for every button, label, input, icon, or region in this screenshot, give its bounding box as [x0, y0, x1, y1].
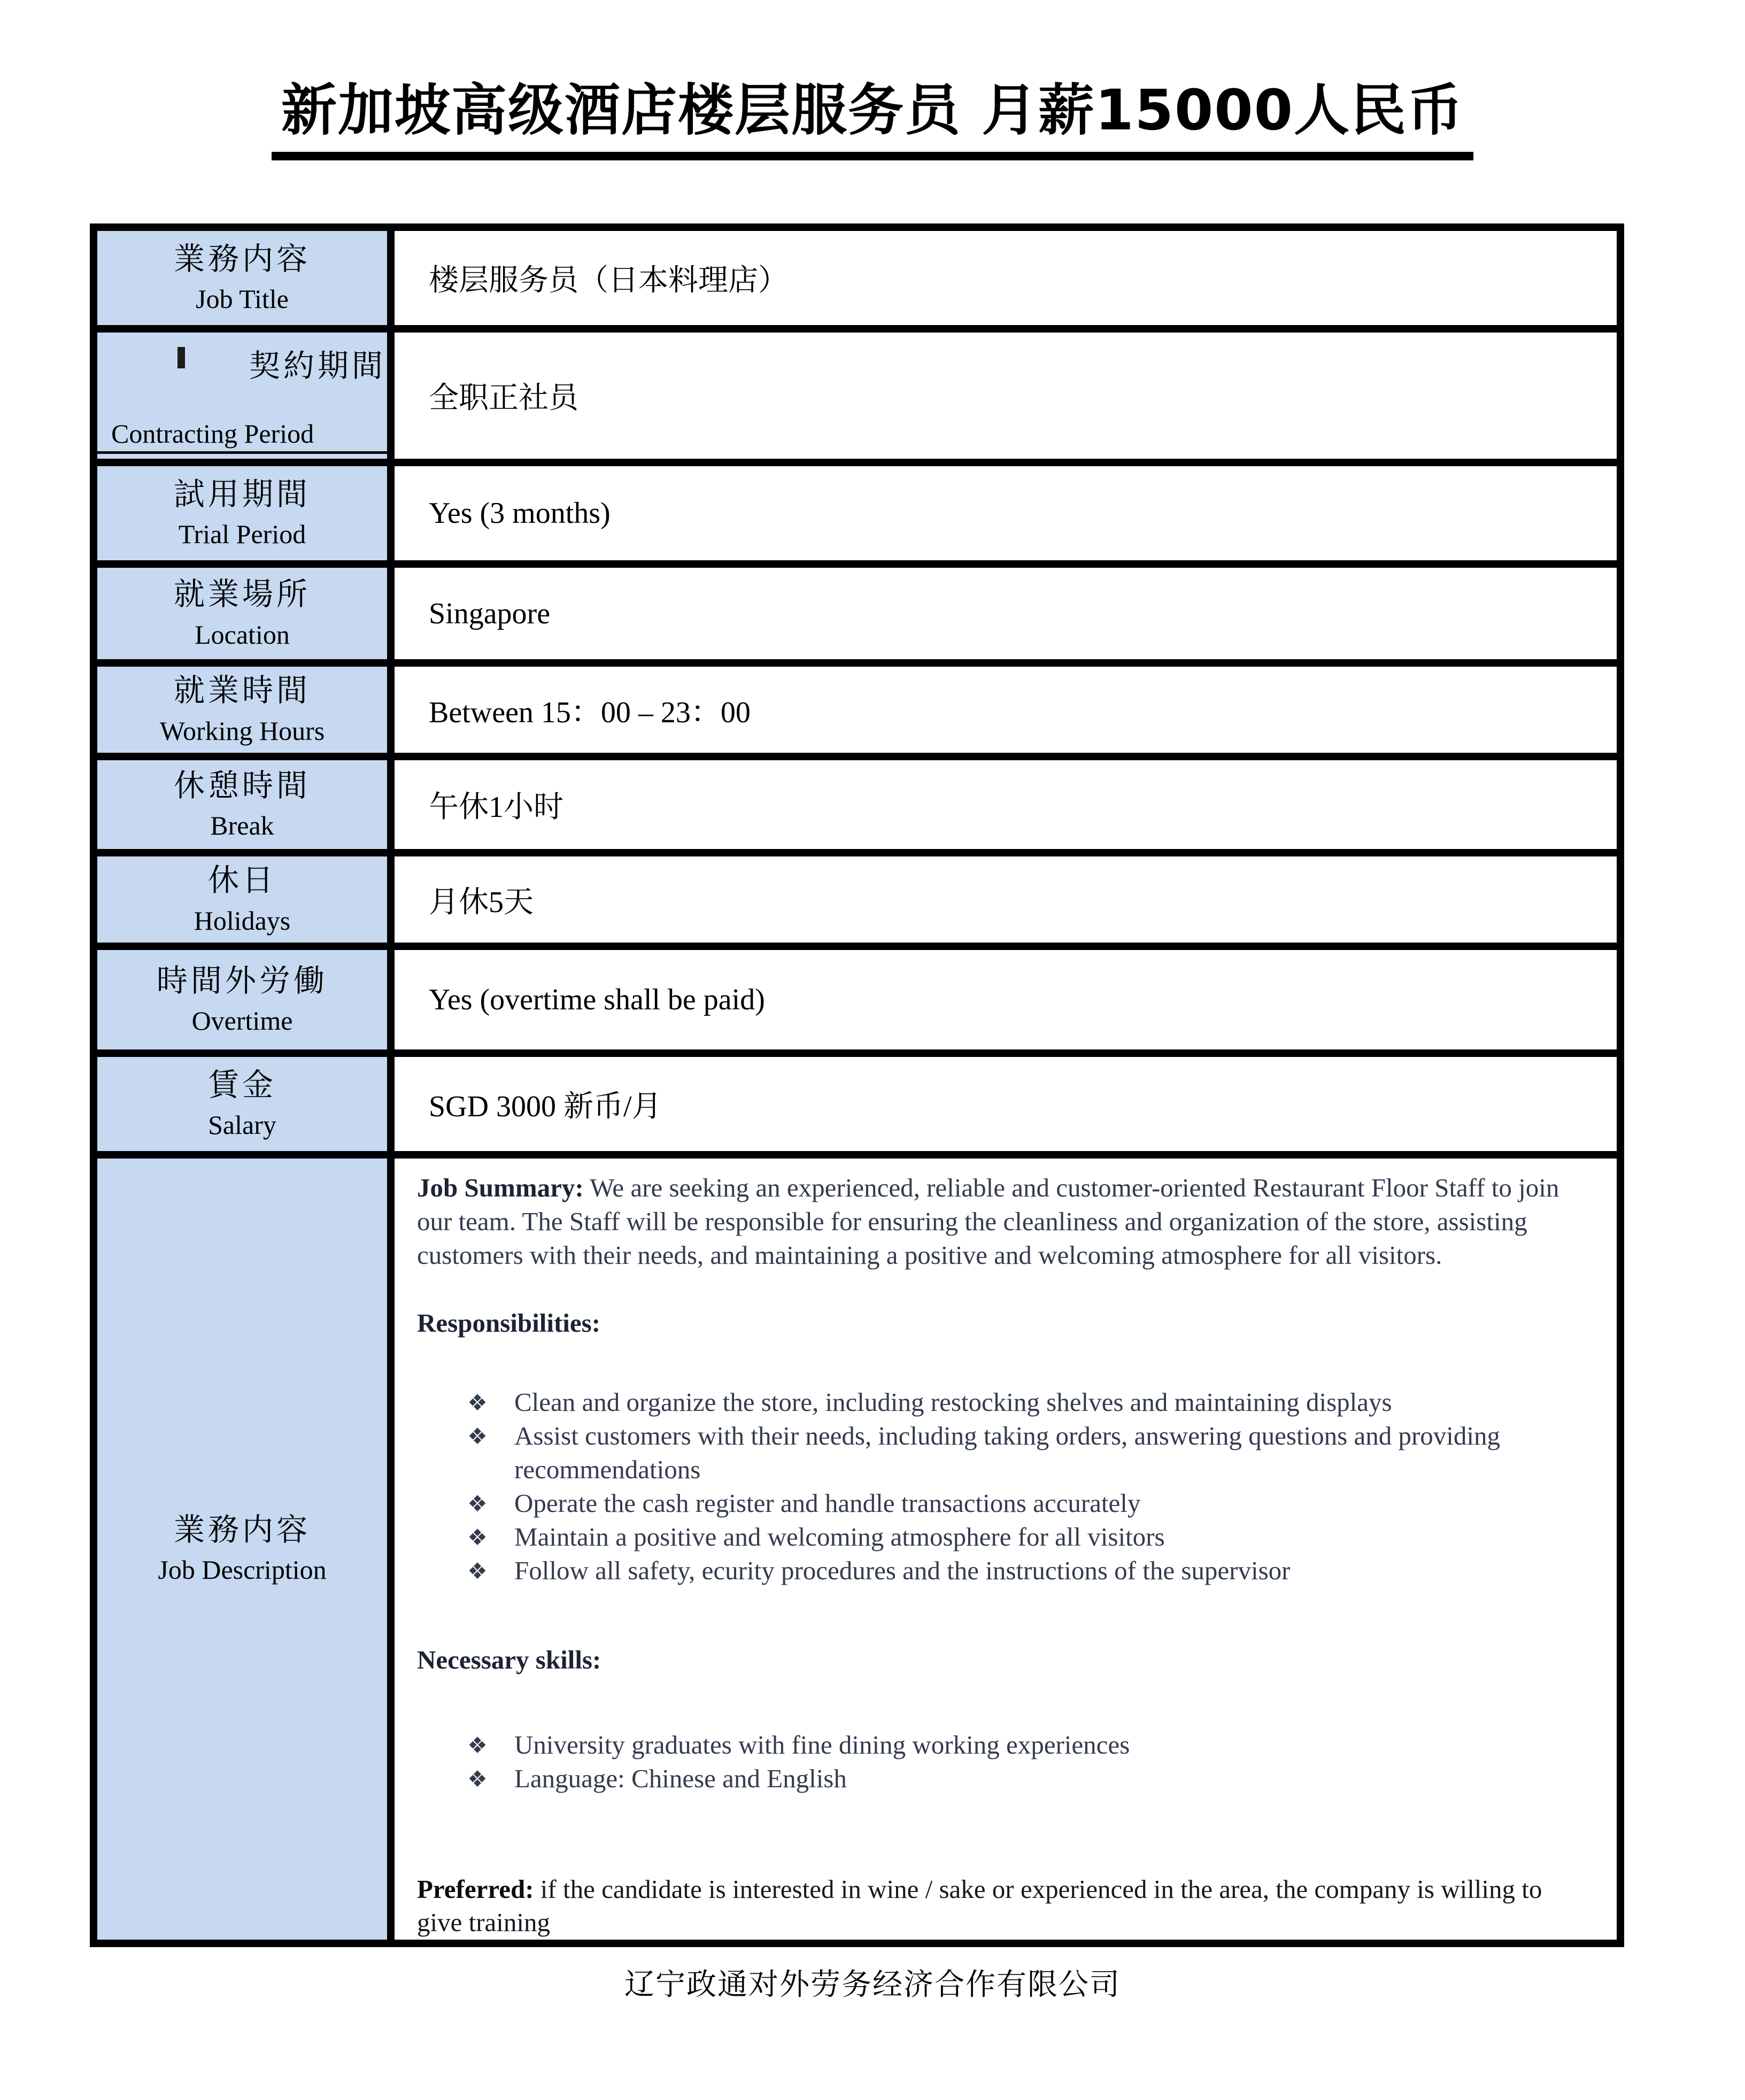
label-cjk: 就業時間 — [173, 673, 311, 708]
company-name-footer: 辽宁政通对外劳务经济合作有限公司 — [624, 1968, 1121, 2002]
list-item — [464, 1487, 1587, 1520]
row-value-working-hours: Between 15：00 – 23：00 — [391, 663, 1620, 756]
list-item-text: Follow all safety, ecurity procedures and the instructions of the supervisor — [514, 1555, 1291, 1585]
list-item-text: Maintain a positive and welcoming atmosphere for all visitors — [514, 1522, 1165, 1551]
row-label-job-title — [94, 227, 391, 329]
responsibilities-heading: Responsibilities: — [417, 1308, 601, 1338]
title-area — [0, 0, 1745, 160]
job-description-content — [417, 1171, 1587, 1939]
label-en: Job Title — [196, 284, 289, 314]
table-row — [94, 329, 1620, 462]
row-label-holidays — [94, 853, 391, 946]
row-value-overtime: Yes (overtime shall be paid) — [391, 946, 1620, 1053]
label-en: Contracting Period — [97, 418, 387, 454]
job-summary-label: Job Summary: — [417, 1173, 584, 1203]
row-value-location: Singapore — [391, 564, 1620, 663]
table-row — [94, 663, 1620, 756]
list-item — [464, 1520, 1587, 1554]
label-en: Location — [195, 619, 290, 650]
diamond-bullet-icon: ❖ — [467, 1490, 488, 1517]
label-en: Overtime — [191, 1006, 293, 1036]
job-details-table — [90, 223, 1624, 1947]
preferred-text: if the candidate is interested in wine / sake or experienced in the area, the company is willing to give training — [417, 1874, 1542, 1937]
row-value-salary: SGD 3000 新币/月 — [391, 1053, 1620, 1155]
table-row — [94, 1053, 1620, 1155]
label-en: Break — [210, 810, 274, 841]
job-description-cell — [391, 1155, 1620, 1943]
preferred-label: Preferred: — [417, 1874, 534, 1904]
label-en: Working Hours — [159, 715, 325, 746]
list-item — [464, 1762, 1587, 1796]
row-label-break — [94, 756, 391, 853]
label-cjk: 契約期間 — [97, 341, 387, 385]
list-item-text: Assist customers with their needs, including taking orders, answering questions and providing recommendations — [514, 1421, 1501, 1485]
diamond-bullet-icon: ❖ — [467, 1765, 488, 1792]
diamond-bullet-icon: ❖ — [467, 1557, 488, 1584]
skills-list — [417, 1728, 1587, 1796]
label-cjk: 休日 — [207, 863, 276, 898]
table-row — [94, 227, 1620, 329]
diamond-bullet-icon: ❖ — [467, 1524, 488, 1550]
row-value-contracting-period: 全职正社员 — [391, 329, 1620, 462]
table-row — [94, 946, 1620, 1053]
preferred-paragraph — [417, 1873, 1587, 1940]
list-item-text: Clean and organize the store, including restocking shelves and maintaining displays — [514, 1387, 1392, 1417]
necessary-skills-heading: Necessary skills: — [417, 1645, 601, 1674]
label-en: Holidays — [194, 905, 291, 936]
label-en: Salary — [208, 1110, 276, 1140]
row-label-salary — [94, 1053, 391, 1155]
label-cjk: 業務内容 — [173, 241, 311, 276]
label-cjk: 就業場所 — [173, 577, 311, 612]
label-cjk: 時間外労働 — [156, 963, 328, 998]
table-row — [94, 1155, 1620, 1943]
list-item-text: University graduates with fine dining working experiences — [514, 1730, 1130, 1759]
contract-label-inner — [97, 337, 387, 454]
job-summary-paragraph — [417, 1171, 1587, 1272]
row-value-job-title: 楼层服务员（日本料理店） — [391, 227, 1620, 329]
diamond-bullet-icon: ❖ — [467, 1423, 488, 1450]
label-cjk: 試用期間 — [173, 476, 311, 512]
list-item-text: Operate the cash register and handle transactions accurately — [514, 1488, 1141, 1518]
table-row — [94, 564, 1620, 663]
row-label-location — [94, 564, 391, 663]
label-cjk: 賃金 — [207, 1067, 276, 1102]
row-label-contracting-period — [94, 329, 391, 462]
page-title: 新加坡高级酒店楼层服务员 月薪15000人民币 — [272, 79, 1473, 160]
row-value-break: 午休1小时 — [391, 756, 1620, 853]
row-label-job-description — [94, 1155, 391, 1943]
scan-artifact-mark — [177, 347, 185, 368]
row-label-working-hours — [94, 663, 391, 756]
list-item — [464, 1728, 1587, 1762]
row-value-trial-period: Yes (3 months) — [391, 462, 1620, 564]
diamond-bullet-icon: ❖ — [467, 1389, 488, 1416]
list-item — [464, 1419, 1587, 1486]
label-en: Job Description — [158, 1555, 327, 1585]
diamond-bullet-icon: ❖ — [467, 1732, 488, 1758]
table-row — [94, 462, 1620, 564]
list-item — [464, 1386, 1587, 1419]
label-cjk: 休憩時間 — [173, 768, 311, 803]
responsibilities-list — [417, 1386, 1587, 1587]
table-row — [94, 853, 1620, 946]
row-label-overtime — [94, 946, 391, 1053]
row-value-holidays: 月休5天 — [391, 853, 1620, 946]
label-cjk: 業務内容 — [173, 1512, 311, 1547]
job-summary-text: We are seeking an experienced, reliable and customer-oriented Restaurant Floor Staff to join our team. The Staff will be responsible for ensuring the cleanliness and organization of the store, assisting customers with their needs, and maintaining a positive and welcoming atmosphere for all visitors. — [417, 1173, 1559, 1270]
label-en: Trial Period — [178, 519, 306, 550]
table-row — [94, 756, 1620, 853]
list-item-text: Language: Chinese and English — [514, 1763, 847, 1793]
row-label-trial-period — [94, 462, 391, 564]
list-item — [464, 1554, 1587, 1588]
